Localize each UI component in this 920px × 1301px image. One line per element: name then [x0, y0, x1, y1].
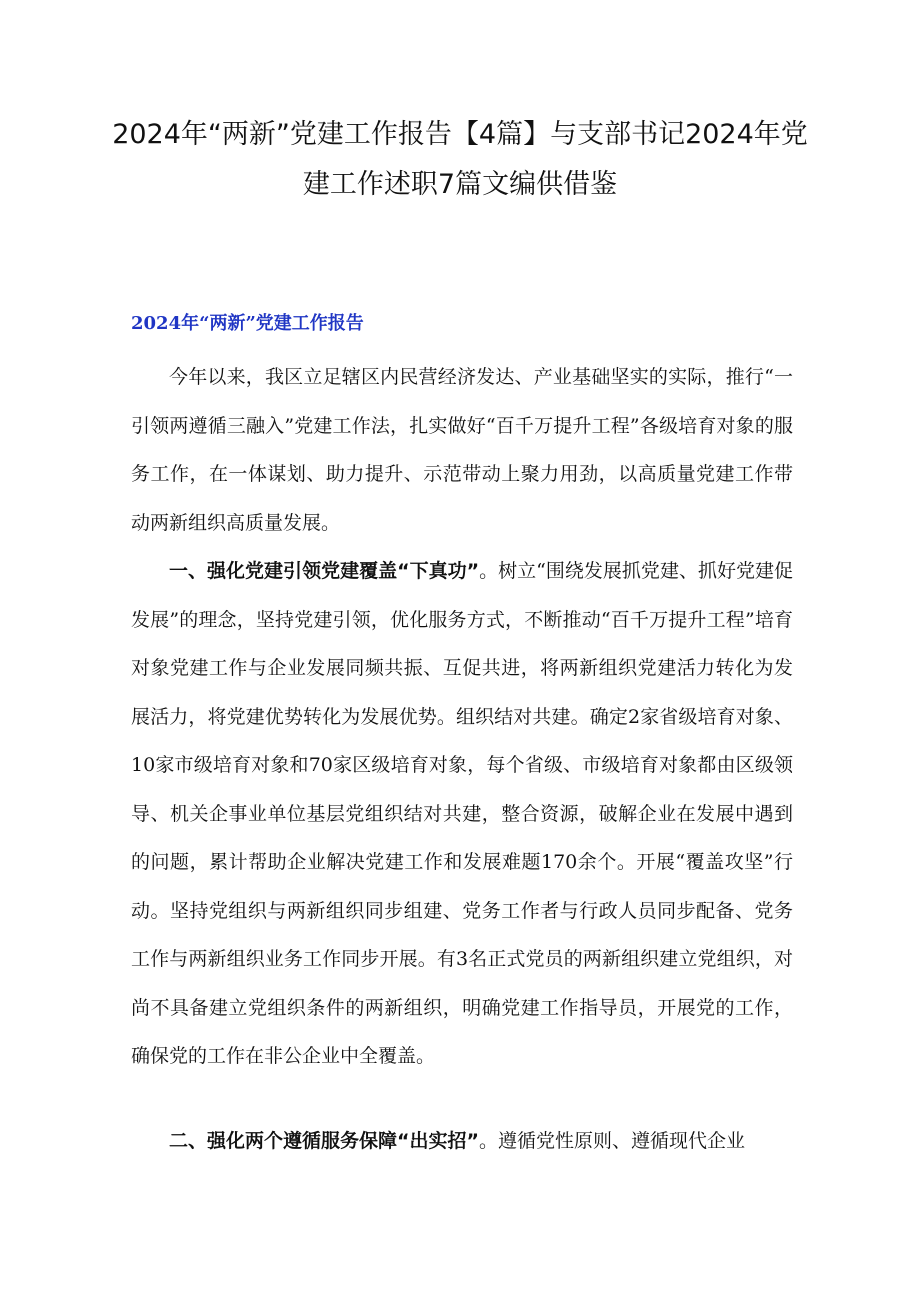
section-heading: 2024年“两新”党建工作报告: [131, 313, 364, 334]
section1-paragraph: [131, 547, 793, 1081]
document-title: 2024年“两新”党建工作报告【4篇】与支部书记2024年党建工作述职7篇文编供借鉴: [112, 119, 808, 200]
section2-paragraph: [131, 1117, 793, 1166]
intro-paragraph: 今年以来，我区立足辖区内民营经济发达、产业基础坚实的实际，推行“一引领两遵循三融入”党建工作法，扎实做好“百千万提升工程”各级培育对象的服务工作，在一体谋划、助力提升、示范带动上聚力用劲，以高质量党建工作带动两新组织高质量发展。: [131, 366, 793, 534]
section1-body: 。树立“围绕发展抓党建、抓好党建促发展”的理念，坚持党建引领，优化服务方式，不断推动“百千万提升工程”培育对象党建工作与企业发展同频共振、互促共进，将两新组织党建活力转化为发展活力，将党建优势转化为发展优势。组织结对共建。确定2家省级培育对象、10家市级培育对象和70家区级培育对象，每个省级、市级培育对象都由区级领导、机关企事业单位基层党组织结对共建，整合资源，破解企业在发展中遇到的问题，累计帮助企业解决党建工作和发展难题170余个。开展“覆盖攻坚”行动。坚持党组织与两新组织同步组建、党务工作者与行政人员同步配备、党务工作与两新组织业务工作同步开展。有3名正式党员的两新组织建立党组织，对尚不具备建立党组织条件的两新组织，明确党建工作指导员，开展党的工作，确保党的工作在非公企业中全覆盖。: [131, 560, 793, 1067]
section1-heading: 一、强化党建引领党建覆盖“下真功”: [169, 560, 480, 582]
section2-body: 。遵循党性原则、遵循现代企业: [478, 1130, 745, 1152]
section2-heading: 二、强化两个遵循服务保障“出实招”: [169, 1130, 479, 1152]
